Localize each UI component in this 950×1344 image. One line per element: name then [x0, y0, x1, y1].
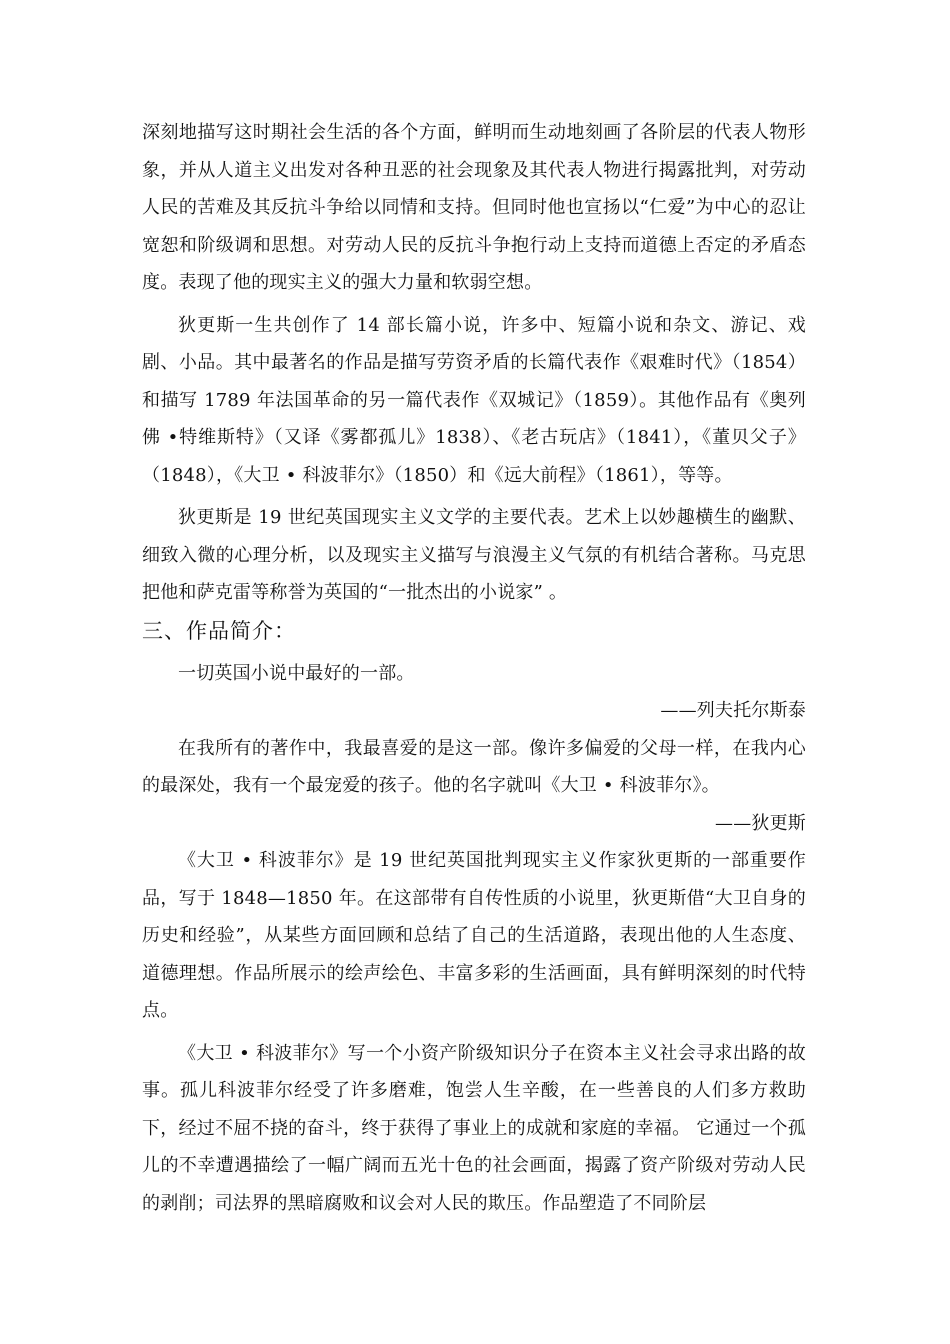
quote-tolstoy-attribution: ——列夫托尔斯泰: [660, 700, 806, 721]
quote-tolstoy: 一切英国小说中最好的一部。: [178, 662, 415, 684]
document-body: [142, 114, 806, 1222]
quote-dickens-attribution: ——狄更斯: [715, 812, 806, 834]
paragraph-intro-2: 《大卫 • 科波菲尔》写一个小资产阶级知识分子在资本主义社会寻求出路的故事。孤儿科波菲尔经受了许多磨难，饱尝人生辛酸，在一些善良的人们多方救助下，经过不屈不挠的奋斗，终于获得了事业上的成就和家庭的幸福。 它通过一个孤儿的不幸遭遇描绘了一幅广阔而五光十色的社会画面，揭露了资产阶级对劳动人民的剥削；司法界的黑暗腐败和议会对人民的欺压。作品塑造了不同阶层: [142, 1042, 806, 1214]
section-heading: 三、作品简介：: [142, 618, 296, 643]
paragraph-works: 狄更斯一生共创作了 14 部长篇小说，许多中、短篇小说和杂文、游记、戏剧、小品。其中最著名的作品是描写劳资矛盾的长篇代表作《艰难时代》（1854）和描写 1789 年法国革命的另一篇代表作《双城记》（1859）。其他作品有《奥列佛 •特维斯特》（又译《雾都孤儿》1838）、《老古玩店》（1841），《董贝父子》（1848），《大卫 • 科波菲尔》（1850）和《远大前程》（1861），等等。: [142, 314, 806, 486]
quote-dickens: 在我所有的著作中，我最喜爱的是这一部。像许多偏爱的父母一样，在我内心的最深处，我有一个最宠爱的孩子。他的名字就叫《大卫 • 科波菲尔》。: [142, 737, 806, 796]
paragraph-continuation: 深刻地描写这时期社会生活的各个方面，鲜明而生动地刻画了各阶层的代表人物形象，并从人道主义出发对各种丑恶的社会现象及其代表人物进行揭露批判，对劳动人民的苦难及其反抗斗争给以同情和支持。但同时他也宣扬以“仁爱”为中心的忍让宽恕和阶级调和思想。对劳动人民的反抗斗争抱行动上支持而道德上否定的矛盾态度。表现了他的现实主义的强大力量和软弱空想。: [142, 122, 806, 293]
paragraph-intro-1: 《大卫 • 科波菲尔》是 19 世纪英国批判现实主义作家狄更斯的一部重要作品，写于 1848—1850 年。在这部带有自传性质的小说里，狄更斯借“大卫自身的历史和经验”，从某些方面回顾和总结了自己的生活道路，表现出他的人生态度、道德理想。作品所展示的绘声绘色、丰富多彩的生活画面，具有鲜明深刻的时代特点。: [142, 850, 806, 1021]
paragraph-significance: 狄更斯是 19 世纪英国现实主义文学的主要代表。艺术上以妙趣横生的幽默、细致入微的心理分析，以及现实主义描写与浪漫主义气氛的有机结合著称。马克思把他和萨克雷等称誉为英国的“一批杰出的小说家” 。: [142, 507, 806, 603]
